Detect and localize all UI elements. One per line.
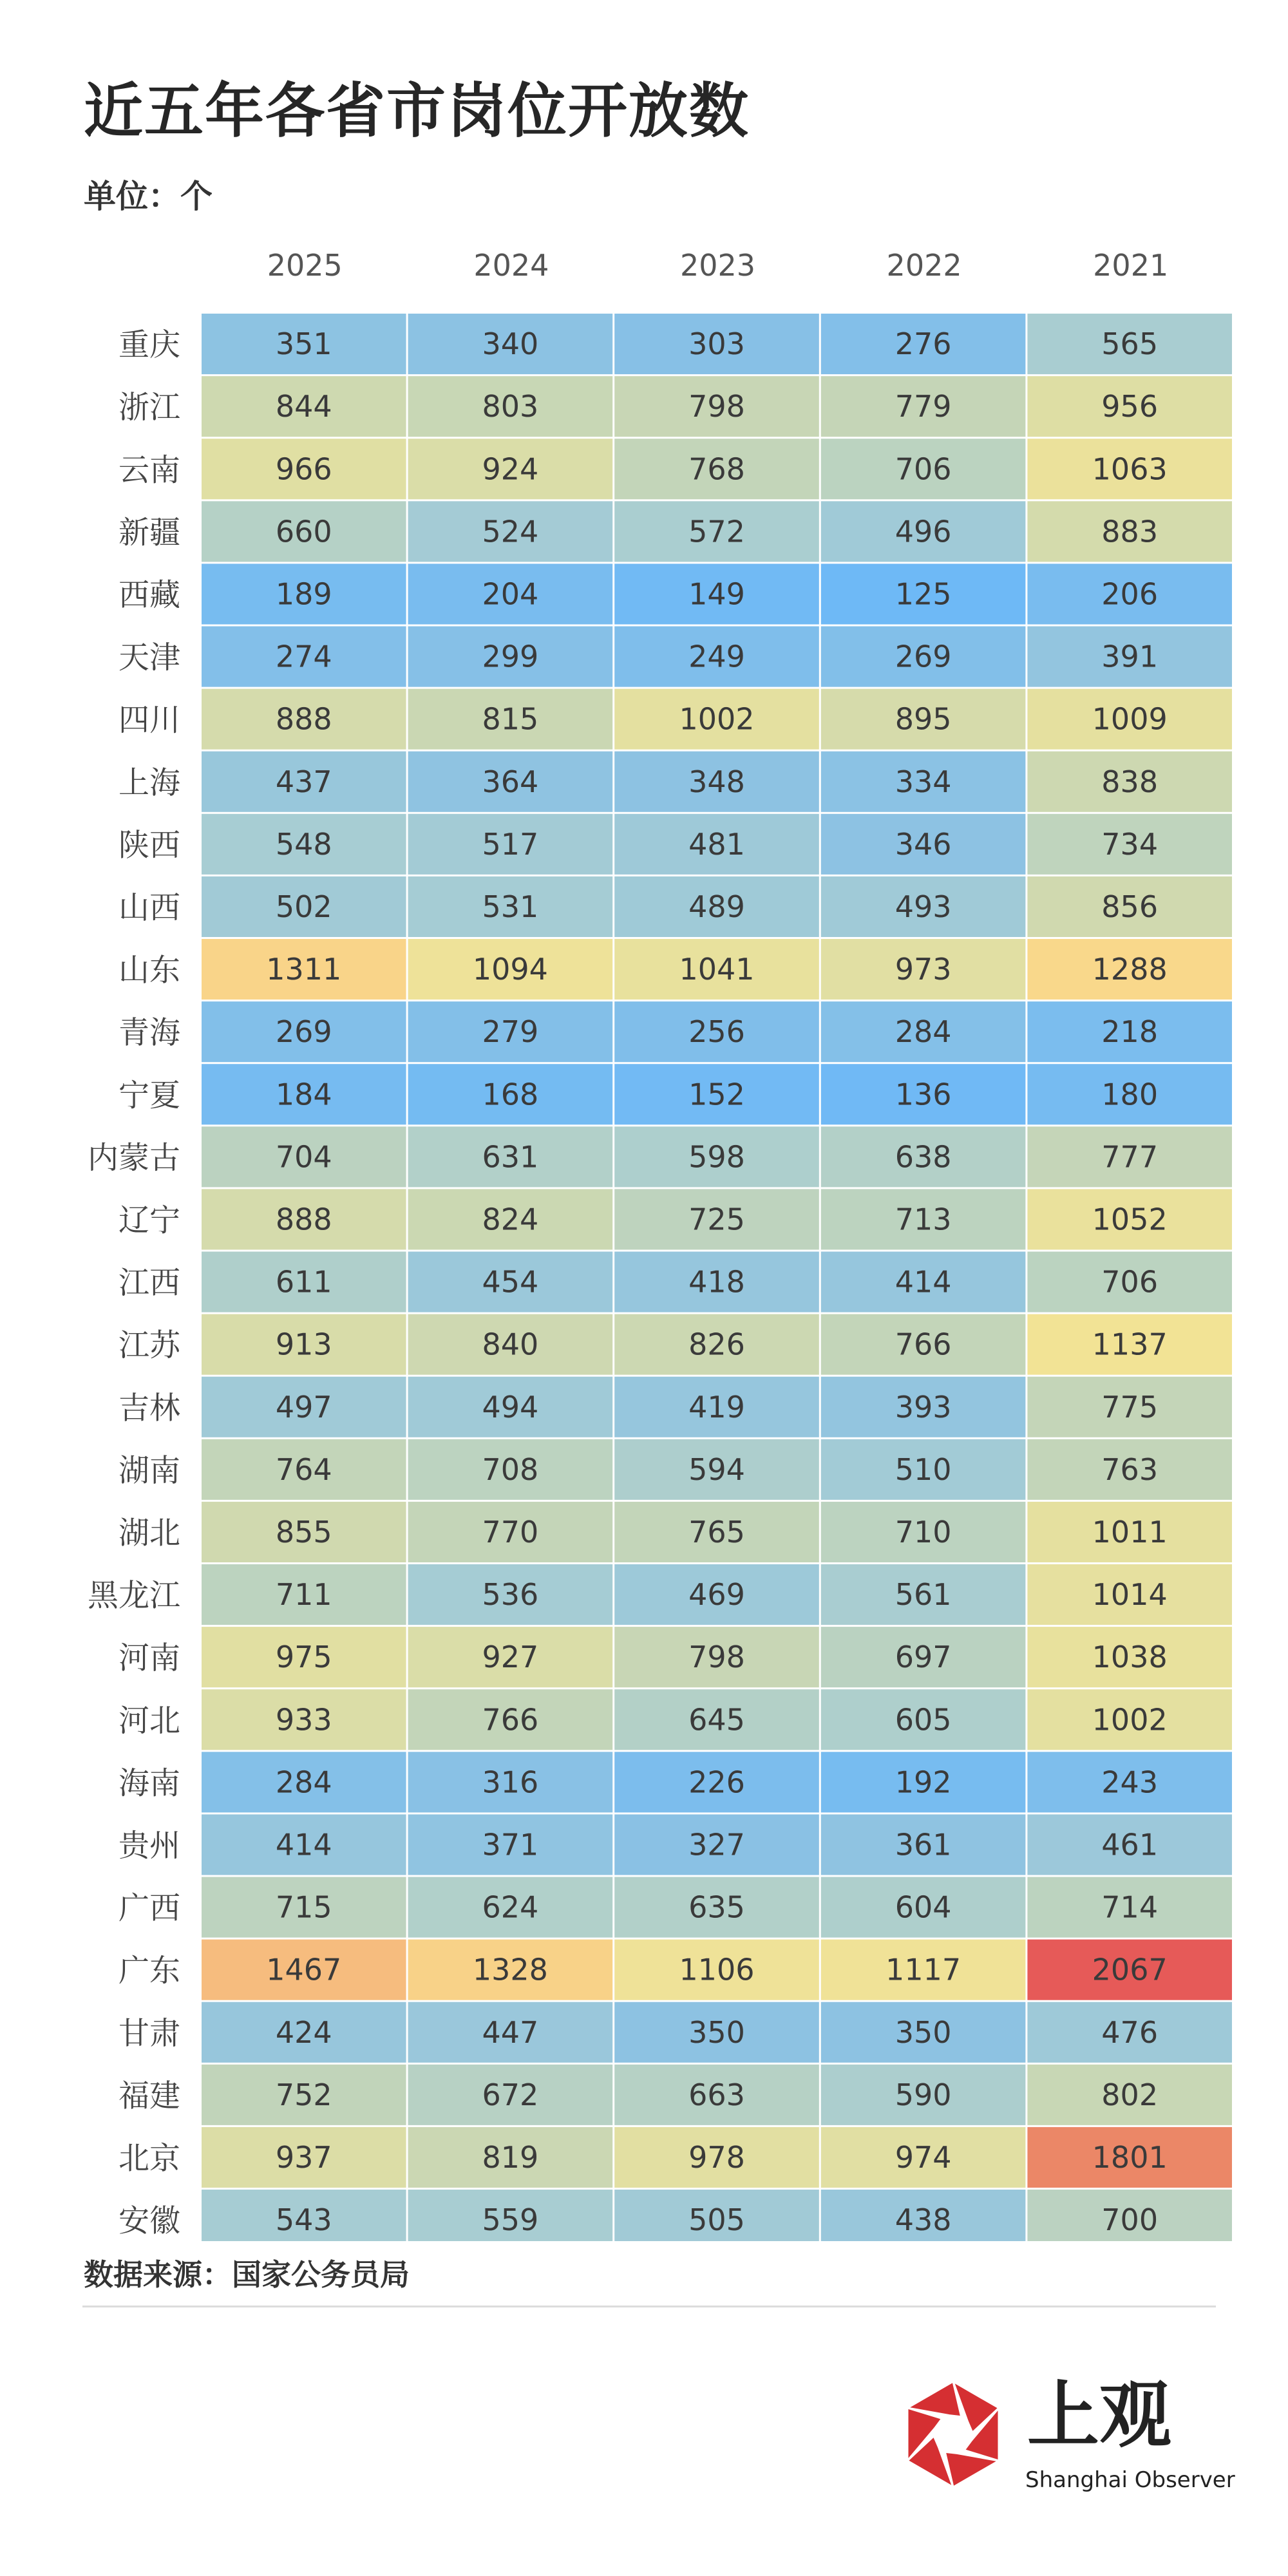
cell-value-label: 493 [895, 889, 952, 924]
cell-value-label: 855 [275, 1514, 332, 1549]
cell-value-label: 204 [482, 576, 539, 612]
row-label: 河南 [118, 1640, 180, 1676]
cell-value-label: 815 [482, 701, 539, 737]
cell-value-label: 189 [275, 576, 332, 612]
cell-value-label: 284 [275, 1765, 332, 1800]
row-label: 湖北 [118, 1515, 180, 1551]
cell-value-label: 350 [895, 2014, 952, 2050]
cell-value-label: 706 [1101, 1264, 1159, 1300]
cell-value-label: 149 [688, 576, 745, 612]
shanghai-observer-logo [898, 2373, 1235, 2508]
column-header-2024: 2024 [473, 248, 549, 283]
row-label: 黑龙江 [87, 1577, 180, 1614]
cell-value-label: 489 [688, 889, 745, 924]
row-label: 四川 [118, 702, 180, 739]
cell-value-label: 888 [275, 701, 332, 737]
row-label: 河北 [118, 1702, 180, 1739]
divider [82, 2306, 1216, 2307]
cell-value-label: 840 [482, 1327, 539, 1362]
cell-value-label: 125 [895, 576, 952, 612]
row-label: 广东 [118, 1953, 180, 1989]
cell-value-label: 284 [895, 1014, 952, 1050]
cell-value-label: 517 [482, 826, 539, 862]
cell-value-label: 802 [1101, 2077, 1159, 2112]
column-header-2021: 2021 [1093, 248, 1169, 283]
cell-value-label: 572 [688, 514, 745, 549]
cell-value-label: 510 [895, 1452, 952, 1487]
row-label: 宁夏 [118, 1077, 180, 1113]
cell-value-label: 604 [895, 1889, 952, 1925]
cell-value-label: 704 [275, 1139, 332, 1175]
cell-value-label: 765 [688, 1514, 745, 1549]
cell-value-label: 838 [1101, 764, 1159, 799]
cell-value-label: 734 [1101, 826, 1159, 862]
cell-value-label: 700 [1101, 2202, 1159, 2238]
cell-value-label: 711 [275, 1577, 332, 1613]
cell-value-label: 913 [275, 1327, 332, 1362]
row-label: 福建 [118, 2078, 180, 2114]
cell-value-label: 798 [688, 389, 745, 424]
logo-chinese-text: 上观 [1027, 2373, 1171, 2458]
cell-value-label: 536 [482, 1577, 539, 1613]
cell-value-label: 645 [688, 1702, 745, 1738]
cell-value-label: 279 [482, 1014, 539, 1050]
cell-value-label: 1288 [1092, 952, 1168, 987]
cell-value-label: 334 [895, 764, 952, 799]
cell-value-label: 895 [895, 701, 952, 737]
cell-value-label: 594 [688, 1452, 745, 1487]
row-label: 吉林 [118, 1390, 180, 1426]
cell-value-label: 424 [275, 2014, 332, 2050]
cell-value-label: 1801 [1092, 2139, 1168, 2175]
cell-value-label: 1011 [1092, 1514, 1168, 1549]
cell-value-label: 779 [895, 389, 952, 424]
cell-value-label: 249 [688, 639, 745, 674]
cell-value-label: 303 [688, 327, 745, 362]
row-label: 新疆 [118, 514, 180, 551]
cell-value-label: 605 [895, 1702, 952, 1738]
cell-value-label: 713 [895, 1202, 952, 1237]
cell-value-label: 497 [275, 1389, 332, 1425]
cell-value-label: 393 [895, 1389, 952, 1425]
cell-value-label: 447 [482, 2014, 539, 2050]
cell-value-label: 715 [275, 1889, 332, 1925]
cell-value-label: 856 [1101, 889, 1159, 924]
cell-value-label: 276 [895, 327, 952, 362]
cell-value-label: 152 [688, 1077, 745, 1112]
cell-value-label: 348 [688, 764, 745, 799]
cell-value-label: 1009 [1092, 701, 1168, 737]
cell-value-label: 1094 [472, 952, 548, 987]
cell-value-label: 437 [275, 764, 332, 799]
column-header-2022: 2022 [886, 248, 962, 283]
cell-value-label: 706 [895, 451, 952, 487]
cell-value-label: 956 [1101, 389, 1159, 424]
row-label: 海南 [118, 1765, 180, 1801]
logo-english-text: Shanghai Observer [1025, 2467, 1235, 2493]
cell-value-label: 590 [895, 2077, 952, 2112]
cell-value-label: 764 [275, 1452, 332, 1487]
cell-value-label: 672 [482, 2077, 539, 2112]
cell-value-label: 1052 [1092, 1202, 1168, 1237]
row-label: 山东 [118, 952, 180, 989]
cell-value-label: 1014 [1092, 1577, 1168, 1613]
column-header-2025: 2025 [267, 248, 343, 283]
cell-value-label: 752 [275, 2077, 332, 2112]
cell-value-label: 192 [895, 1765, 952, 1800]
cell-value-label: 775 [1101, 1389, 1159, 1425]
cell-value-label: 1311 [266, 952, 342, 987]
cell-value-label: 226 [688, 1765, 745, 1800]
cell-value-label: 505 [688, 2202, 745, 2238]
cell-value-label: 631 [482, 1139, 539, 1175]
row-label: 贵州 [118, 1827, 180, 1864]
cell-value-label: 663 [688, 2077, 745, 2112]
cell-value-label: 927 [482, 1640, 539, 1675]
row-label: 浙江 [118, 389, 180, 426]
cell-value-label: 419 [688, 1389, 745, 1425]
cell-value-label: 611 [275, 1264, 332, 1300]
cell-value-label: 1038 [1092, 1640, 1168, 1675]
cell-value-label: 524 [482, 514, 539, 549]
cell-value-label: 763 [1101, 1452, 1159, 1487]
cell-value-label: 361 [895, 1827, 952, 1862]
cell-value-label: 414 [895, 1264, 952, 1300]
cell-value-label: 316 [482, 1765, 539, 1800]
cell-value-label: 635 [688, 1889, 745, 1925]
cell-value-label: 777 [1101, 1139, 1159, 1175]
cell-value-label: 274 [275, 639, 332, 674]
cell-value-label: 350 [688, 2014, 745, 2050]
row-label: 江西 [118, 1265, 180, 1302]
cell-value-label: 2067 [1092, 1952, 1168, 1987]
cell-value-label: 697 [895, 1640, 952, 1675]
cell-value-label: 269 [895, 639, 952, 674]
row-label: 云南 [118, 451, 180, 488]
cell-value-label: 1467 [266, 1952, 342, 1987]
cell-value-label: 391 [1101, 639, 1159, 674]
row-label: 陕西 [118, 827, 180, 864]
cell-value-label: 351 [275, 327, 332, 362]
cell-value-label: 819 [482, 2139, 539, 2175]
cell-value-label: 888 [275, 1202, 332, 1237]
cell-value-label: 978 [688, 2139, 745, 2175]
row-label: 上海 [118, 764, 180, 801]
cell-value-label: 975 [275, 1640, 332, 1675]
cell-value-label: 1002 [1092, 1702, 1168, 1738]
cell-value-label: 933 [275, 1702, 332, 1738]
cell-value-label: 708 [482, 1452, 539, 1487]
row-label: 重庆 [118, 327, 180, 363]
cell-value-label: 438 [895, 2202, 952, 2238]
cell-value-label: 206 [1101, 576, 1159, 612]
row-label: 青海 [118, 1014, 180, 1051]
unit-label: 单位：个 [84, 178, 213, 215]
cell-value-label: 770 [482, 1514, 539, 1549]
cell-value-label: 559 [482, 2202, 539, 2238]
cell-value-label: 218 [1101, 1014, 1159, 1050]
cell-value-label: 1137 [1092, 1327, 1168, 1362]
cell-value-label: 883 [1101, 514, 1159, 549]
cell-value-label: 798 [688, 1640, 745, 1675]
cell-value-label: 973 [895, 952, 952, 987]
cell-value-label: 660 [275, 514, 332, 549]
cell-value-label: 561 [895, 1577, 952, 1613]
cell-value-label: 638 [895, 1139, 952, 1175]
cell-value-label: 340 [482, 327, 539, 362]
cell-value-label: 937 [275, 2139, 332, 2175]
row-label: 内蒙古 [87, 1139, 180, 1176]
cell-value-label: 826 [688, 1327, 745, 1362]
cell-value-label: 481 [688, 826, 745, 862]
row-label: 西藏 [118, 576, 180, 613]
cell-value-label: 168 [482, 1077, 539, 1112]
aperture-logo-icon [898, 2380, 1008, 2489]
cell-value-label: 966 [275, 451, 332, 487]
cell-value-label: 1002 [679, 701, 755, 737]
cell-value-label: 1117 [886, 1952, 961, 1987]
cell-value-label: 766 [895, 1327, 952, 1362]
row-label: 安徽 [118, 2202, 180, 2239]
cell-value-label: 414 [275, 1827, 332, 1862]
cell-value-label: 256 [688, 1014, 745, 1050]
cell-value-label: 1063 [1092, 451, 1168, 487]
row-label: 辽宁 [118, 1202, 180, 1238]
cell-value-label: 494 [482, 1389, 539, 1425]
cell-value-label: 824 [482, 1202, 539, 1237]
cell-value-label: 496 [895, 514, 952, 549]
cell-value-label: 299 [482, 639, 539, 674]
cell-value-label: 624 [482, 1889, 539, 1925]
row-label: 广西 [118, 1890, 180, 1927]
cell-value-label: 269 [275, 1014, 332, 1050]
row-label: 甘肃 [118, 2015, 180, 2052]
cell-value-label: 184 [275, 1077, 332, 1112]
cell-value-label: 714 [1101, 1889, 1159, 1925]
source-label: 数据来源：国家公务员局 [84, 2257, 410, 2292]
cell-value-label: 1106 [679, 1952, 755, 1987]
cell-value-label: 548 [275, 826, 332, 862]
cell-value-label: 598 [688, 1139, 745, 1175]
row-label: 湖南 [118, 1452, 180, 1489]
cell-value-label: 469 [688, 1577, 745, 1613]
cell-value-label: 454 [482, 1264, 539, 1300]
cell-value-label: 974 [895, 2139, 952, 2175]
chart-title: 近五年各省市岗位开放数 [84, 77, 750, 146]
row-label: 北京 [118, 2140, 180, 2177]
cell-value-label: 502 [275, 889, 332, 924]
cell-value-label: 364 [482, 764, 539, 799]
cell-value-label: 243 [1101, 1765, 1159, 1800]
cell-value-label: 531 [482, 889, 539, 924]
cell-value-label: 710 [895, 1514, 952, 1549]
cell-value-label: 1328 [472, 1952, 548, 1987]
cell-value-label: 180 [1101, 1077, 1159, 1112]
row-label: 山西 [118, 889, 180, 926]
cell-value-label: 803 [482, 389, 539, 424]
cell-value-label: 543 [275, 2202, 332, 2238]
cell-value-label: 136 [895, 1077, 952, 1112]
cell-value-label: 725 [688, 1202, 745, 1237]
cell-value-label: 768 [688, 451, 745, 487]
cell-value-label: 346 [895, 826, 952, 862]
cell-value-label: 766 [482, 1702, 539, 1738]
cell-value-label: 476 [1101, 2014, 1159, 2050]
cell-value-label: 924 [482, 451, 539, 487]
column-header-2023: 2023 [679, 248, 756, 283]
cell-value-label: 1041 [679, 952, 755, 987]
row-label: 天津 [118, 639, 180, 676]
cell-value-label: 418 [688, 1264, 745, 1300]
cell-value-label: 371 [482, 1827, 539, 1862]
cell-value-label: 844 [275, 389, 332, 424]
row-label: 江苏 [118, 1327, 180, 1364]
cell-value-label: 327 [688, 1827, 745, 1862]
cell-value-label: 461 [1101, 1827, 1159, 1862]
cell-value-label: 565 [1101, 327, 1159, 362]
